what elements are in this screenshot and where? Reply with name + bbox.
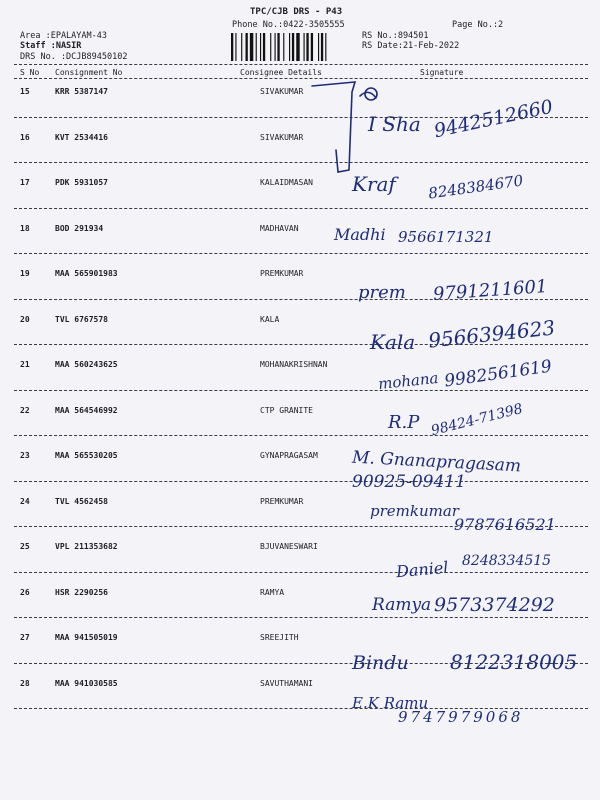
page-number: Page No.:2: [452, 20, 504, 30]
row-consignee-name: SIVAKUMAR: [260, 132, 304, 142]
barcode-bar: [296, 33, 299, 61]
signature-r18-name: Madhi: [334, 225, 386, 244]
col-header-sno: S No: [20, 68, 40, 77]
row-serial-number: 26: [20, 587, 30, 597]
barcode-bar: [325, 33, 326, 61]
signature-r20-name: Kala: [370, 330, 416, 354]
barcode-bar: [275, 33, 276, 61]
table-row: [0, 224, 600, 269]
barcode-bar: [231, 33, 233, 61]
row-consignment-number: TVL 6767578: [55, 314, 108, 324]
signature-r24-phone: 9787616521: [454, 515, 556, 534]
row-serial-number: 17: [20, 178, 30, 187]
row-consignment-number: VPL 211353682: [55, 542, 118, 551]
barcode-bar: [235, 33, 236, 61]
row-consignee-name: CTP GRANITE: [260, 405, 313, 415]
row-consignment-number: MAA 565530205: [55, 451, 118, 460]
barcode-bar: [304, 33, 305, 61]
row-serial-number: 18: [20, 223, 30, 233]
row-consignee-name: RAMYA: [260, 587, 285, 597]
row-divider: [14, 617, 588, 618]
row-consignment-number: MAA 941030585: [55, 678, 118, 688]
row-divider: [14, 435, 588, 436]
page-title: TPC/CJB DRS - P43: [250, 7, 343, 17]
row-consignee-name: SIVAKUMAR: [260, 87, 304, 96]
row-divider: [14, 390, 588, 391]
col-header-signature: Signature: [420, 68, 464, 77]
barcode-bar: [256, 33, 257, 61]
row-consignee-name: PREMKUMAR: [260, 269, 304, 278]
row-divider: [14, 253, 588, 254]
row-consignment-number: KVT 2534416: [55, 132, 108, 142]
barcode-bar: [270, 33, 271, 61]
row-consignment-number: PDK 5931057: [55, 178, 108, 187]
staff-label: Staff :NASIR: [20, 41, 82, 51]
barcode-bar: [292, 33, 294, 61]
row-serial-number: 28: [20, 678, 30, 688]
col-header-consignment: Consignment No: [55, 68, 123, 77]
row-consignee-name: SAVUTHAMANI: [260, 678, 313, 688]
row-consignee-name: MADHAVAN: [260, 223, 299, 233]
signature-r23-phone: 90925-09411: [352, 472, 466, 492]
row-consignment-number: MAA 941505019: [55, 633, 118, 642]
barcode-bar: [306, 33, 308, 61]
row-consignment-number: HSR 2290256: [55, 587, 108, 597]
barcode-bar: [246, 33, 248, 61]
row-divider: [14, 162, 588, 163]
signature-r26-name: Ramya: [372, 595, 432, 615]
rs-date: RS Date:21-Feb-2022: [362, 41, 460, 51]
barcode-bar: [250, 33, 253, 61]
signature-r17-phone: 8248384670: [427, 171, 525, 203]
signature-r27-phone: 8122318005: [450, 650, 578, 674]
phone-number: Phone No.:0422-3505555: [232, 20, 345, 30]
signature-r23-name: M. Gnanapragasam: [351, 447, 522, 477]
barcode: [230, 33, 355, 61]
signature-r28-phone: 9747979068: [398, 708, 524, 726]
area-label: Area :EPALAYAM-43: [20, 31, 107, 41]
row-consignment-number: TVL 4562458: [55, 496, 108, 506]
barcode-bar: [263, 33, 265, 61]
header-rule-bottom: [14, 78, 588, 79]
row-divider: [14, 572, 588, 573]
barcode-bar: [289, 33, 290, 61]
row-consignment-number: MAA 565901983: [55, 269, 118, 278]
barcode-bar: [318, 33, 319, 61]
signature-r15-phone: 9442512660: [432, 95, 555, 143]
signature-r22-name: R.P: [388, 412, 420, 433]
rs-number: RS No.:894501: [362, 31, 429, 41]
row-consignee-name: SREEJITH: [260, 633, 299, 642]
row-consignee-name: BJUVANESWARI: [260, 542, 318, 551]
row-serial-number: 22: [20, 405, 30, 415]
barcode-bar: [321, 33, 323, 61]
header-rule-top: [14, 64, 588, 65]
row-consignee-name: KALA: [260, 314, 280, 324]
row-serial-number: 21: [20, 360, 30, 369]
row-serial-number: 27: [20, 633, 30, 642]
signature-r18-phone: 9566171321: [398, 228, 494, 246]
row-consignee-name: MOHANAKRISHNAN: [260, 360, 328, 369]
row-consignee-name: KALAIDMASAN: [260, 178, 313, 187]
row-consignment-number: BOD 291934: [55, 223, 104, 233]
barcode-bar: [241, 33, 242, 61]
table-row: [0, 133, 600, 178]
signature-r21-phone: 9982561619: [443, 356, 554, 392]
barcode-bar: [283, 33, 284, 61]
row-serial-number: 24: [20, 496, 30, 506]
signature-r27-name: Bindu: [352, 652, 409, 674]
drs-number: DRS No. :DCJB89450102: [20, 52, 128, 62]
row-consignment-number: KRR 5387147: [55, 87, 108, 96]
signature-r24-name: premkumar: [370, 502, 459, 520]
row-serial-number: 20: [20, 314, 30, 324]
row-serial-number: 16: [20, 132, 30, 142]
row-serial-number: 23: [20, 451, 30, 460]
row-divider: [14, 208, 588, 209]
signature-r22-phone: 98424-71398: [429, 400, 525, 440]
row-consignee-name: GYNAPRAGASAM: [260, 451, 318, 460]
row-serial-number: 15: [20, 87, 30, 96]
signature-r19-phone: 9791211601: [432, 276, 549, 305]
row-consignment-number: MAA 564546992: [55, 405, 118, 415]
row-serial-number: 25: [20, 542, 30, 551]
signature-r26-phone: 9573374292: [434, 594, 555, 616]
row-divider: [14, 481, 588, 482]
signature-r28-name: E.K Ramu: [352, 694, 429, 712]
signature-r19-name: prem: [358, 282, 406, 303]
row-consignee-name: PREMKUMAR: [260, 496, 304, 506]
row-consignment-number: MAA 560243625: [55, 360, 118, 369]
barcode-bar: [311, 33, 313, 61]
signature-r21-name: mohana: [377, 368, 440, 394]
barcode-bar: [260, 33, 261, 61]
signature-r20-phone: 9566394623: [427, 315, 557, 353]
signature-r17-name: Kraf: [352, 172, 396, 196]
row-serial-number: 19: [20, 269, 30, 278]
signature-r15-name: I Sha: [368, 112, 421, 136]
signature-r25-phone: 8248334515: [462, 553, 552, 569]
signature-r25-name: Daniel: [395, 557, 450, 582]
barcode-bar: [277, 33, 279, 61]
col-header-consignee: Consignee Details: [240, 68, 322, 77]
